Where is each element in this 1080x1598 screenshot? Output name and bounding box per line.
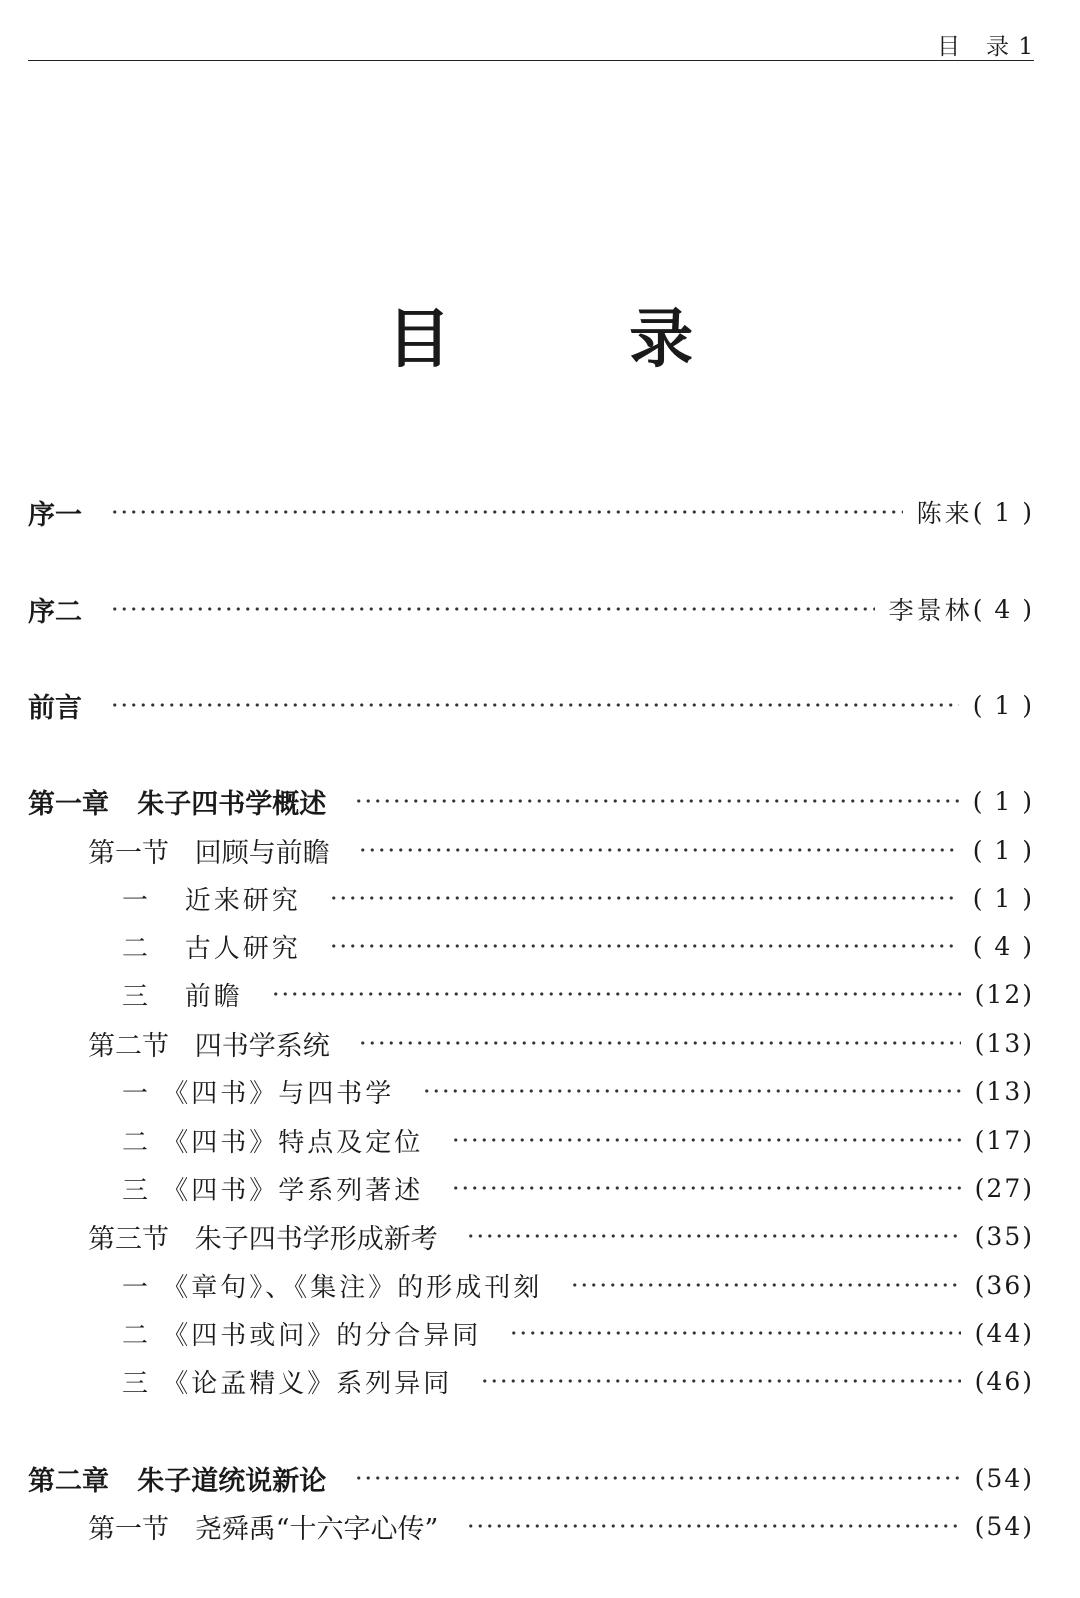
- toc-entry-page: (35): [974, 1221, 1034, 1251]
- toc-entry-subsection[interactable]: [122, 1265, 1034, 1305]
- toc-entry-page: (54): [974, 1511, 1034, 1541]
- toc-entry-label: 第一节 回顾与前瞻: [88, 837, 330, 869]
- toc-leader-dots: [451, 1136, 960, 1144]
- toc-entry-subsection[interactable]: [122, 878, 1034, 918]
- toc-entry-label: 二 古人研究: [122, 933, 301, 964]
- toc-entry-subsection[interactable]: [122, 1168, 1034, 1208]
- toc-leader-dots: [466, 1522, 960, 1530]
- toc-entry-section[interactable]: [88, 830, 1034, 870]
- toc-entry-page: (13): [974, 1028, 1034, 1058]
- toc-entry-label: 三 前瞻: [122, 981, 243, 1012]
- running-header: [28, 22, 1034, 61]
- toc-leader-dots: [480, 1377, 960, 1385]
- toc-entry-author: 陈来: [916, 499, 973, 528]
- toc-entry-page: ( 1 ): [972, 497, 1034, 527]
- toc-entry-section[interactable]: [88, 1023, 1034, 1063]
- toc-entry-label: 第二节 四书学系统: [88, 1030, 330, 1062]
- toc-entry-section[interactable]: [88, 1506, 1034, 1546]
- toc-leader-dots: [110, 701, 959, 709]
- toc-entry-subsection[interactable]: [122, 1120, 1034, 1160]
- toc-entry-page: (13): [974, 1076, 1034, 1106]
- toc-entry-page: (12): [974, 979, 1034, 1009]
- toc-entry-page: ( 1 ): [972, 883, 1034, 913]
- toc-entry-subsection[interactable]: [122, 1071, 1034, 1111]
- toc-entry-label: 前言: [28, 692, 82, 724]
- toc-leader-dots: [329, 894, 959, 902]
- toc-entry-label: 一 近来研究: [122, 885, 301, 916]
- toc-leader-dots: [358, 846, 959, 854]
- toc-leader-dots: [110, 508, 903, 516]
- toc-entry-label: 第一章 朱子四书学概述: [28, 788, 327, 820]
- toc-entry-page: (44): [974, 1318, 1034, 1348]
- toc-entry-foreword[interactable]: [28, 685, 1034, 725]
- toc-leader-dots: [358, 1039, 961, 1047]
- toc-entry-label: 二 《四书或问》的分合异同: [122, 1320, 482, 1351]
- toc-entry-label: 一 《四书》与四书学: [122, 1078, 395, 1109]
- toc-entry-page: ( 1 ): [972, 835, 1034, 865]
- toc-leader-dots: [451, 1184, 960, 1192]
- toc-entry-page: (36): [974, 1270, 1034, 1300]
- toc-entry-page: ( 4 ): [972, 931, 1034, 961]
- toc-leader-dots: [329, 942, 959, 950]
- toc-entry-label: 第三节 朱子四书学形成新考: [88, 1223, 438, 1255]
- toc-leader-dots: [354, 797, 958, 805]
- toc-entry-label: 三 《四书》学系列著述: [122, 1175, 424, 1206]
- toc-leader-dots: [110, 605, 875, 613]
- toc-entry-label: 一 《章句》、《集注》的形成刊刻: [122, 1272, 543, 1303]
- toc-leader-dots: [422, 1087, 960, 1095]
- toc-entry-label: 三 《论孟精义》系列异同: [122, 1368, 453, 1399]
- toc-leader-dots: [271, 990, 961, 998]
- page-title: 目 录: [386, 303, 694, 377]
- toc-entry-author: 李景林: [888, 596, 973, 625]
- toc-entry-page: ( 1 ): [972, 690, 1034, 720]
- toc-entry-page: (46): [974, 1366, 1034, 1396]
- toc-entry-page: (17): [974, 1125, 1034, 1155]
- toc-leader-dots: [570, 1281, 960, 1289]
- toc-entry-label: 二 《四书》特点及定位: [122, 1127, 424, 1158]
- toc-entry-preface-1[interactable]: [28, 492, 1034, 532]
- toc-entry-label: 第一节 尧舜禹“十六字心传”: [88, 1513, 439, 1545]
- toc-entry-chapter-1[interactable]: [28, 781, 1034, 821]
- running-header-title: 目 录 1: [937, 34, 1034, 60]
- toc-leader-dots: [354, 1474, 960, 1482]
- toc-entry-section[interactable]: [88, 1216, 1034, 1256]
- toc-entry-page: ( 4 ): [972, 594, 1034, 624]
- toc-entry-page: ( 1 ): [972, 786, 1034, 816]
- toc-entry-label: 第二章 朱子道统说新论: [28, 1465, 327, 1497]
- toc-entry-subsection[interactable]: [122, 1361, 1034, 1401]
- toc-entry-page: (27): [974, 1173, 1034, 1203]
- toc-entry-chapter-2[interactable]: [28, 1458, 1034, 1498]
- toc-entry-label: 序一: [28, 499, 82, 531]
- toc-leader-dots: [466, 1232, 961, 1240]
- toc-entry-page: (54): [974, 1463, 1034, 1493]
- toc-entry-subsection[interactable]: [122, 926, 1034, 966]
- toc-entry-label: 序二: [28, 596, 82, 628]
- toc-entry-subsection[interactable]: [122, 1313, 1034, 1353]
- toc-entry-preface-2[interactable]: [28, 589, 1034, 629]
- toc-leader-dots: [509, 1329, 960, 1337]
- toc-entry-subsection[interactable]: [122, 974, 1034, 1014]
